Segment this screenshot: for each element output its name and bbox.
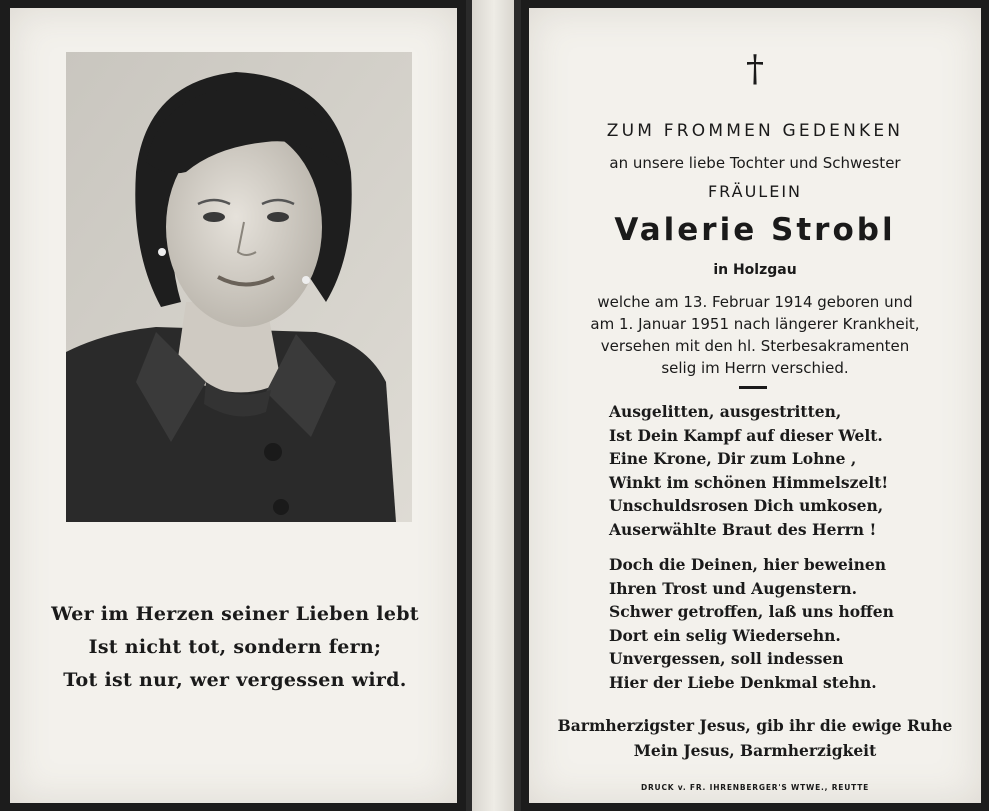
poem-stanza-1 bbox=[609, 400, 949, 541]
poem-line: Hier der Liebe Denkmal stehn. bbox=[609, 672, 877, 692]
place: in Holzgau bbox=[713, 262, 797, 278]
bio-line: am 1. Januar 1951 nach längerer Krankheit, bbox=[590, 315, 920, 333]
biography bbox=[529, 291, 981, 379]
verse-line: Ist nicht tot, sondern fern; bbox=[88, 636, 382, 658]
poem-line: Eine Krone, Dir zum Lohne , bbox=[609, 449, 857, 468]
verse-left bbox=[30, 598, 440, 697]
verse-line: Wer im Herzen seiner Lieben lebt bbox=[51, 603, 419, 625]
verse-line: Tot ist nur, wer vergessen wird. bbox=[63, 669, 407, 691]
closing-prayer bbox=[529, 713, 981, 763]
dedication: an unsere liebe Tochter und Schwester bbox=[609, 154, 901, 172]
title: FRÄULEIN bbox=[707, 182, 803, 201]
closing-line: Mein Jesus, Barmherzigkeit bbox=[633, 741, 877, 760]
bio-line: selig im Herrn verschied. bbox=[661, 359, 849, 377]
deceased-name: Valerie Strobl bbox=[614, 212, 896, 248]
poem-line: Schwer getroffen, laß uns hoffen bbox=[609, 602, 894, 621]
poem-line: Ausgelitten, ausgestritten, bbox=[609, 402, 842, 421]
portrait-photo bbox=[66, 52, 412, 522]
poem-line: Auserwählte Braut des Herrn ! bbox=[609, 519, 877, 539]
poem-line: Ist Dein Kampf auf dieser Welt. bbox=[609, 425, 883, 445]
poem-line: Dort ein selig Wiedersehn. bbox=[609, 625, 841, 645]
poem-stanza-2 bbox=[609, 553, 949, 694]
closing-line: Barmherzigster Jesus, gib ihr die ewige Ruhe bbox=[557, 716, 953, 735]
poem-line: Ihren Trost und Augenstern. bbox=[609, 578, 858, 598]
poem-line: Unschuldsrosen Dich umkosen, bbox=[609, 496, 884, 515]
right-card-content bbox=[529, 8, 981, 803]
poem-line: Doch die Deinen, hier beweinen bbox=[609, 555, 887, 574]
divider bbox=[739, 386, 767, 389]
cross-icon: † bbox=[746, 49, 764, 90]
poem-line: Winkt im schönen Himmelszelt! bbox=[609, 472, 889, 492]
bio-line: versehen mit den hl. Sterbesakramenten bbox=[600, 337, 910, 355]
poem-line: Unvergessen, soll indessen bbox=[609, 649, 844, 668]
bio-line: welche am 13. Februar 1914 geboren und bbox=[597, 293, 913, 311]
heading: ZUM FROMMEN GEDENKEN bbox=[606, 121, 904, 141]
card-fold bbox=[466, 0, 521, 811]
printer-imprint: DRUCK v. FR. IHRENBERGER'S WTWE., REUTTE bbox=[640, 783, 870, 792]
